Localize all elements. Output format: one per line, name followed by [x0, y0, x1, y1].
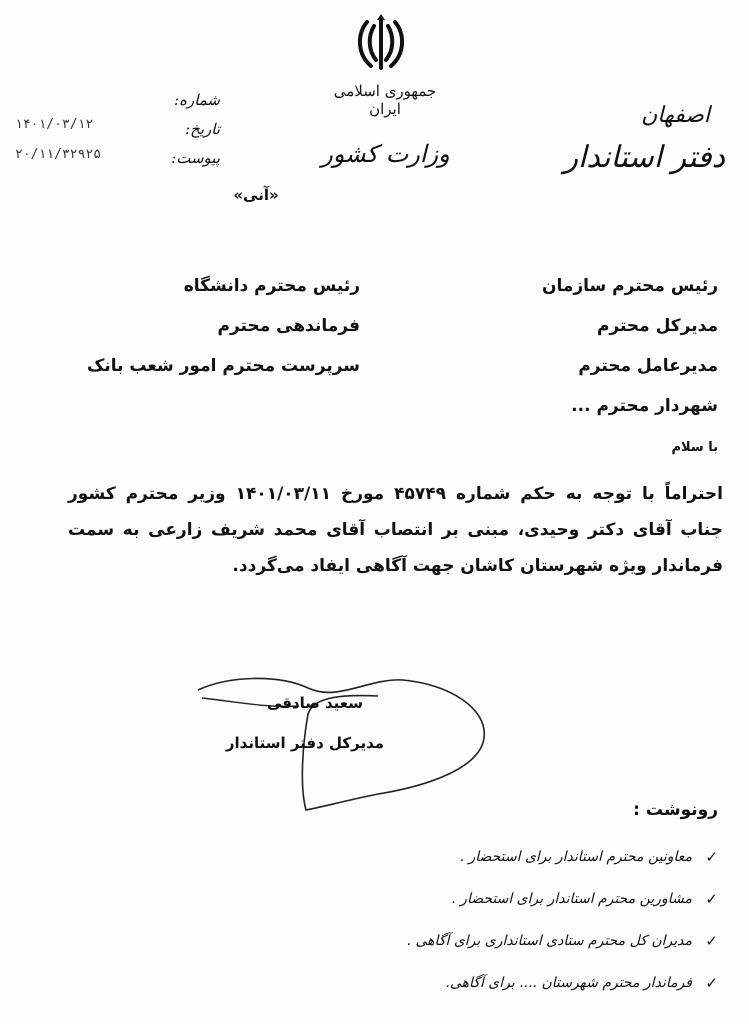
recipients-right — [470, 266, 718, 426]
list-item — [200, 962, 718, 1004]
province-name: اصفهان — [641, 103, 710, 128]
recipient-line: رئیس محترم دانشگاه — [183, 276, 360, 296]
checkmark-icon: ✓ — [705, 890, 718, 908]
signatory-name: سعید صادقی — [266, 694, 364, 712]
copy-recipient: فرماندار محترم شهرستان .... برای آگاهی. — [445, 975, 692, 991]
recipient-line: شهردار محترم ... — [571, 396, 718, 416]
meta-labels — [160, 86, 220, 173]
number-label: شماره: — [174, 91, 220, 109]
iran-emblem-icon — [355, 14, 407, 74]
ministry-name: وزارت کشور — [321, 140, 450, 168]
number-value: ۲۰/۱۱/۳۲۹۲۵ — [15, 147, 102, 162]
list-item — [200, 878, 718, 920]
checkmark-icon: ✓ — [705, 932, 718, 950]
recipient-line: رئیس محترم سازمان — [541, 276, 718, 296]
office-name: دفتر استاندار — [563, 140, 725, 175]
attachment-label: پیوست: — [171, 149, 220, 167]
checkmark-icon: ✓ — [705, 974, 718, 992]
recipients-left — [70, 266, 360, 386]
recipient-line: مدیرعامل محترم — [578, 356, 718, 376]
copies-title: رونوشت : — [633, 800, 718, 820]
copy-recipient: مشاورین محترم استاندار برای استحضار . — [451, 891, 692, 907]
letter-body: احتراماً با توجه به حکم شماره ۴۵۷۴۹ مورخ ۱۴۰۱/۰۳/۱۱ وزیر محترم کشور جناب آقای دکتر وحیدی، مبنی بر انتصاب آقای محمد شریف زارعی به سمت فرماندار ویژه شهرستان کاشان جهت آگاهی ایفاد می‌گردد. — [68, 484, 724, 576]
meta-values — [15, 110, 133, 170]
list-item — [200, 836, 718, 878]
date-value: ۱۴۰۱/۰۳/۱۲ — [15, 117, 94, 132]
urgent-label: «آنی» — [233, 186, 279, 204]
signatory-title: مدیرکل دفتر استاندار — [225, 734, 385, 752]
recipient-line: فرماندهی محترم — [217, 316, 360, 336]
checkmark-icon: ✓ — [705, 848, 718, 866]
date-label: تاریخ: — [185, 120, 220, 138]
copy-recipient: معاونین محترم استاندار برای استحضار . — [459, 849, 692, 865]
recipient-line: مدیرکل محترم — [596, 316, 718, 336]
copies-list — [200, 836, 718, 1004]
copy-recipient: مدیران کل محترم ستادی استانداری برای آگاهی . — [406, 933, 692, 949]
country-name: جمهوری اسلامی ایران — [333, 82, 437, 118]
greeting: با سلام — [671, 440, 718, 455]
recipient-line: سرپرست محترم امور شعب بانک — [86, 356, 360, 376]
list-item — [200, 920, 718, 962]
